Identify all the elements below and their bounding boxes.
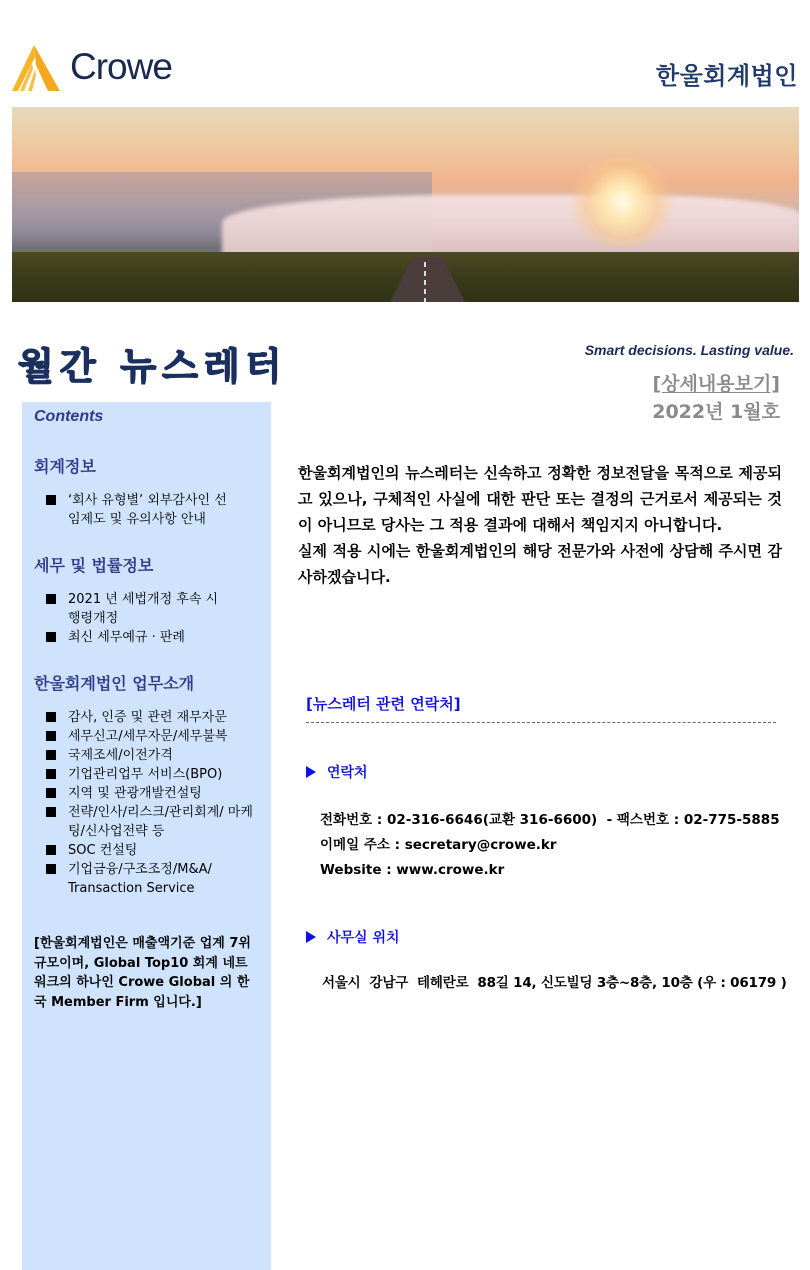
phone-fax-line[interactable]: 전화번호 : 02-316-6646(교환 316-6600) - 팩스번호 : 02-775-5885 <box>320 812 780 828</box>
square-bullet-icon <box>46 769 56 779</box>
website-line[interactable]: Website : www.crowe.kr <box>320 862 505 878</box>
office-location-heading: 사무실 위치 <box>306 927 400 947</box>
list-item[interactable]: 전략/인사/리스크/관리회계/ 마케팅/신사업전략 등 <box>46 803 259 841</box>
page-title: 월간 뉴스레터 <box>18 345 288 388</box>
contact-heading: 연락처 <box>306 762 368 782</box>
square-bullet-icon <box>46 731 56 741</box>
firm-description-note: [한울회계법인은 매출액기준 업계 7위 규모이며, Global Top10 회계 네트워크의 하나인 Crowe Global 의 한국 Member Firm 입니다.] <box>34 936 251 1010</box>
sun-glow <box>567 157 677 247</box>
square-bullet-icon <box>46 807 56 817</box>
list-item[interactable]: 2021 년 세법개정 후속 시행령개정 <box>46 590 259 628</box>
list-item[interactable]: ‘회사 유형별’ 외부감사인 선임제도 및 유의사항 안내 <box>46 491 259 529</box>
list-item[interactable]: 세무신고/세무자문/세무불복 <box>46 727 259 746</box>
list-item[interactable]: 기업금융/구조조정/M&A/ Transaction Service <box>46 860 259 898</box>
contents-label: Contents <box>34 408 104 425</box>
contact-details <box>320 808 780 883</box>
square-bullet-icon <box>46 864 56 874</box>
contents-sidebar <box>22 402 271 1270</box>
triangle-right-icon <box>306 766 316 778</box>
section-heading-services[interactable]: 한울회계법인 업무소개 <box>34 674 195 693</box>
office-address: 서울시 강남구 테헤란로 88길 14, 신도빌딩 3층~8층, 10층 (우 : 06179 ) <box>322 975 787 991</box>
list-item[interactable]: 기업관리업무 서비스(BPO) <box>46 765 259 784</box>
disclaimer-text <box>298 460 782 590</box>
list-item[interactable]: 지역 및 관광개발컨설팅 <box>46 784 259 803</box>
email-line[interactable]: 이메일 주소 : secretary@crowe.kr <box>320 837 557 853</box>
tax-legal-list <box>34 590 259 647</box>
list-item[interactable]: 국제조세/이전가격 <box>46 746 259 765</box>
square-bullet-icon <box>46 750 56 760</box>
triangle-right-icon <box>306 931 316 943</box>
banner-image <box>12 107 799 302</box>
square-bullet-icon <box>46 594 56 604</box>
logo-text: Crowe <box>70 46 172 87</box>
contact-section-title: [뉴스레터 관련 연락처] <box>306 695 461 713</box>
section-heading-accounting[interactable]: 회계정보 <box>34 457 96 476</box>
firm-name: 한울회계법인 <box>655 62 798 90</box>
disclaimer-paragraph-2: 실제 적용 시에는 한울회계법인의 해당 전문가와 사전에 상담해 주시면 감사하겠습니다. <box>298 542 782 586</box>
slogan: Smart decisions. Lasting value. <box>584 342 794 358</box>
list-item[interactable]: SOC 컨설팅 <box>46 841 259 860</box>
list-item[interactable]: 최신 세무예규 · 판례 <box>46 628 259 647</box>
view-details-link[interactable]: [상세내용보기] <box>652 373 780 395</box>
square-bullet-icon <box>46 632 56 642</box>
issue-date: 2022년 1월호 <box>652 401 780 423</box>
square-bullet-icon <box>46 845 56 855</box>
dashed-divider <box>306 722 776 723</box>
square-bullet-icon <box>46 788 56 798</box>
square-bullet-icon <box>46 495 56 505</box>
list-item[interactable]: 감사, 인증 및 관련 재무자문 <box>46 708 259 727</box>
section-heading-tax-legal[interactable]: 세무 및 법률정보 <box>34 556 154 575</box>
services-list <box>34 708 259 898</box>
crowe-peak-icon <box>8 43 64 93</box>
square-bullet-icon <box>46 712 56 722</box>
disclaimer-paragraph-1: 한울회계법인의 뉴스레터는 신속하고 정확한 정보전달을 목적으로 제공되고 있으나, 구체적인 사실에 대한 판단 또는 결정의 근거로서 제공되는 것이 아니므로 당사는 그 적용 결과에 대해서 책임지지 아니합니다. <box>298 464 782 534</box>
accounting-list <box>34 491 259 529</box>
road-line <box>424 262 426 302</box>
crowe-logo[interactable] <box>8 42 178 94</box>
